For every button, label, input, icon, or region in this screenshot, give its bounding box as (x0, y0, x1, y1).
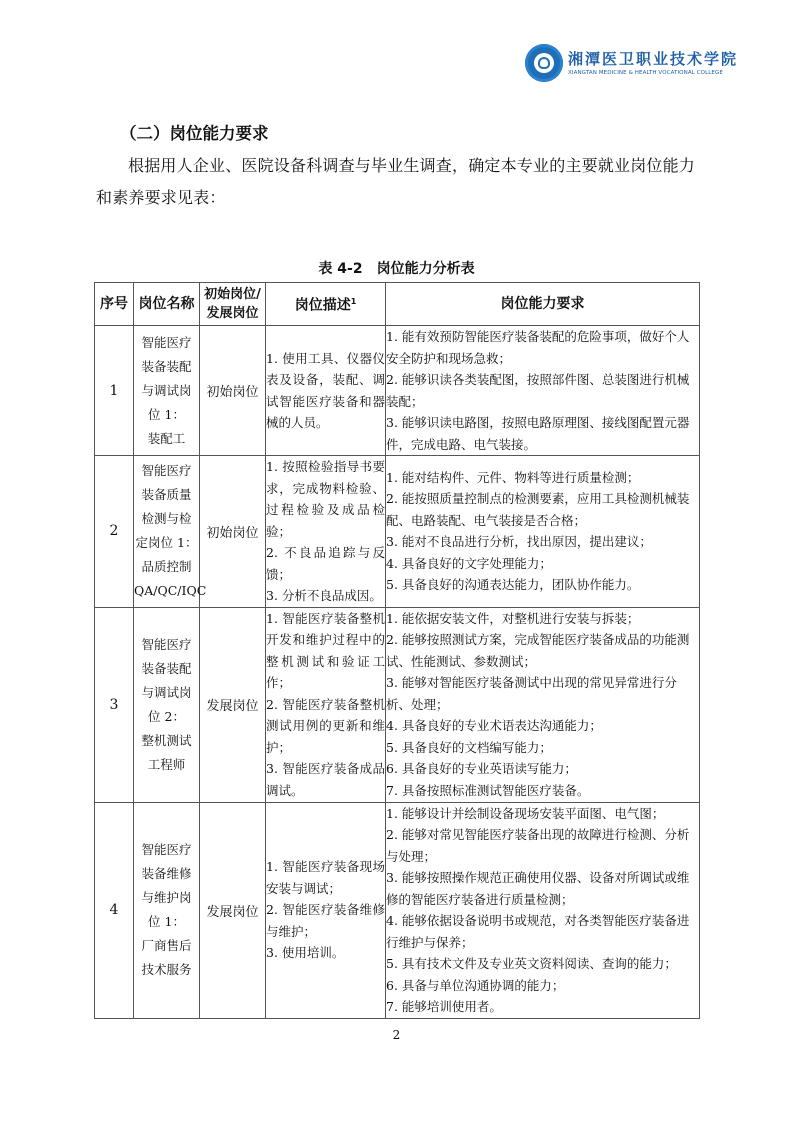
requirement-item: 6. 具备良好的专业英语读写能力； (386, 761, 577, 777)
header-type (200, 283, 266, 326)
requirement-item: 1. 能依据安装文件，对整机进行安装与拆装； (386, 610, 640, 626)
requirement-item: 3. 能够按照操作规范正确使用仪器、设备对所调试或维修的智能医疗装备进行质量检测； (386, 870, 690, 907)
description-item: 2. 智能医疗装备维修与维护； (266, 902, 385, 939)
header-desc-footnote: 1 (350, 297, 357, 307)
cell-job-type: 初始岗位 (200, 326, 266, 456)
requirement-item: 4. 具备良好的专业术语表达沟通能力； (386, 718, 602, 734)
description-item: 2. 智能医疗装备整机测试用例的更新和维护； (266, 696, 385, 755)
requirement-item: 5. 具备良好的文档编写能力； (386, 739, 552, 755)
cell-job-description (266, 607, 386, 802)
cell-job-type: 发展岗位 (200, 607, 266, 802)
cell-no: 3 (95, 607, 134, 802)
table-row (95, 607, 700, 802)
description-item: 1. 智能医疗装备整机开发和维护过程中的整机测试和验证工作； (266, 610, 385, 691)
cell-ability-requirements (386, 607, 700, 802)
description-item: 2. 不良品追踪与反馈； (266, 545, 385, 582)
requirement-item: 3. 能够识读电路图，按照电路原理图、接线图配置元器件，完成电路、电气装接。 (386, 415, 690, 452)
job-name-line: QA/QC/IQC (134, 583, 207, 599)
cell-job-description (266, 456, 386, 608)
job-name-line: 检测与检 (141, 511, 192, 527)
job-name-line: 工程师 (147, 756, 186, 772)
job-name-line: 装备质量 (141, 487, 192, 503)
description-item: 3. 分析不良品成因。 (266, 588, 382, 603)
requirement-item: 4. 具备良好的文字处理能力； (386, 555, 552, 571)
requirement-item: 5. 具有技术文件及专业英文资料阅读、查询的能力； (386, 956, 677, 971)
intro-paragraph: 根据用人企业、医院设备科调查与毕业生调查，确定本专业的主要就业岗位能力和素养要求见表： (96, 156, 696, 207)
cell-job-name (134, 326, 200, 456)
job-name-line: 智能医疗 (141, 636, 192, 652)
header-type-line1: 初始岗位/ (204, 287, 261, 302)
job-name-line: 位 1： (148, 914, 185, 929)
cell-job-name (134, 802, 200, 1018)
cell-ability-requirements (386, 802, 700, 1018)
cell-job-description (266, 802, 386, 1018)
header-name: 岗位名称 (134, 283, 200, 326)
job-name-line: 智能医疗 (141, 334, 192, 350)
job-name-line: 与维护岗 (141, 890, 192, 905)
section-title: （二）岗位能力要求 (120, 124, 269, 143)
job-name-line: 装备维修 (141, 866, 192, 881)
logo-english-name: XIANGTAN MEDICINE & HEALTH VOCATIONAL COLLEGE (568, 70, 723, 76)
table-caption (0, 258, 793, 278)
table-header-row (95, 283, 700, 326)
requirement-item: 2. 能够按照测试方案，完成智能医疗装备成品的功能测试、性能测试、参数测试； (386, 632, 690, 669)
table-row (95, 802, 700, 1018)
job-name-line: 位 1： (148, 406, 185, 422)
job-name-line: 与调试岗 (141, 382, 192, 398)
header-req: 岗位能力要求 (386, 283, 700, 326)
table-row (95, 326, 700, 456)
requirement-item: 7. 具备按照标准测试智能医疗装备。 (386, 782, 590, 798)
cell-no: 4 (95, 802, 134, 1018)
description-item: 1. 使用工具、仪器仪表及设备，装配、调试智能医疗装备和器械的人员。 (266, 350, 385, 430)
requirement-item: 5. 具备良好的沟通表达能力，团队协作能力。 (386, 577, 640, 593)
cell-job-description (266, 326, 386, 456)
job-name-line: 智能医疗 (141, 842, 192, 857)
requirement-item: 2. 能够识读各类装配图，按照部件图、总装图进行机械装配； (386, 372, 690, 409)
cell-ability-requirements (386, 456, 700, 608)
cell-job-name (134, 607, 200, 802)
table-caption-number: 表 4-2 (318, 261, 363, 277)
requirement-item: 4. 能够依据设备说明书或规范，对各类智能医疗装备进行维护与保养； (386, 913, 690, 950)
job-name-line: 与调试岗 (141, 684, 192, 700)
table-caption-title: 岗位能力分析表 (376, 261, 475, 277)
header-no: 序号 (95, 283, 134, 326)
requirement-item: 7. 能够培训使用者。 (386, 999, 502, 1014)
college-seal-icon (525, 44, 563, 82)
cell-job-type: 初始岗位 (200, 456, 266, 608)
cell-job-type: 发展岗位 (200, 802, 266, 1018)
description-item: 1. 智能医疗装备现场安装与调试； (266, 859, 385, 896)
job-name-line: 智能医疗 (141, 463, 192, 479)
requirement-item: 2. 能够对常见智能医疗装备出现的故障进行检测、分析与处理； (386, 827, 690, 864)
requirement-item: 3. 能对不良品进行分析，找出原因，提出建议； (386, 534, 652, 550)
job-name-line: 技术服务 (141, 962, 192, 977)
cell-no: 2 (95, 456, 134, 608)
job-name-line: 定岗位 1： (135, 535, 198, 551)
job-name-line: 装配工 (147, 430, 186, 446)
job-name-line: 位 2： (148, 708, 185, 724)
header-desc (266, 283, 386, 326)
description-item: 3. 使用培训。 (266, 945, 345, 961)
college-logo (525, 44, 745, 84)
job-name-line: 整机测试 (141, 732, 192, 748)
requirement-item: 3. 能够对智能医疗装备测试中出现的常见异常进行分析、处理； (386, 675, 677, 712)
table-row (95, 456, 700, 608)
page-number: 2 (392, 1028, 401, 1042)
description-item: 3. 智能医疗装备成品调试。 (266, 761, 385, 798)
cell-no: 1 (95, 326, 134, 456)
logo-chinese-name: 湘潭医卫职业技术学院 (568, 50, 739, 68)
requirement-item: 1. 能有效预防智能医疗装备装配的危险事项，做好个人安全防护和现场急救； (386, 329, 690, 366)
header-desc-label: 岗位描述 (294, 297, 351, 314)
description-item: 1. 按照检验指导书要求，完成物料检验、过程检验及成品检验； (266, 459, 385, 539)
job-name-line: 装备装配 (141, 358, 192, 374)
requirement-item: 1. 能够设计并绘制设备现场安装平面图、电气图； (386, 805, 665, 821)
job-ability-table (94, 282, 700, 1019)
cell-ability-requirements (386, 326, 700, 456)
cell-job-name (134, 456, 207, 608)
job-name-line: 厂商售后 (141, 938, 192, 953)
requirement-item: 2. 能按照质量控制点的检测要素，应用工具检测机械装配、电路装配、电气装接是否合格； (386, 491, 690, 528)
requirement-item: 6. 具备与单位沟通协调的能力； (386, 977, 565, 993)
job-name-line: 装备装配 (141, 660, 192, 676)
requirement-item: 1. 能对结构件、元件、物料等进行质量检测； (386, 469, 640, 485)
header-type-line2: 发展岗位 (206, 306, 259, 321)
job-name-line: 品质控制 (141, 559, 192, 575)
